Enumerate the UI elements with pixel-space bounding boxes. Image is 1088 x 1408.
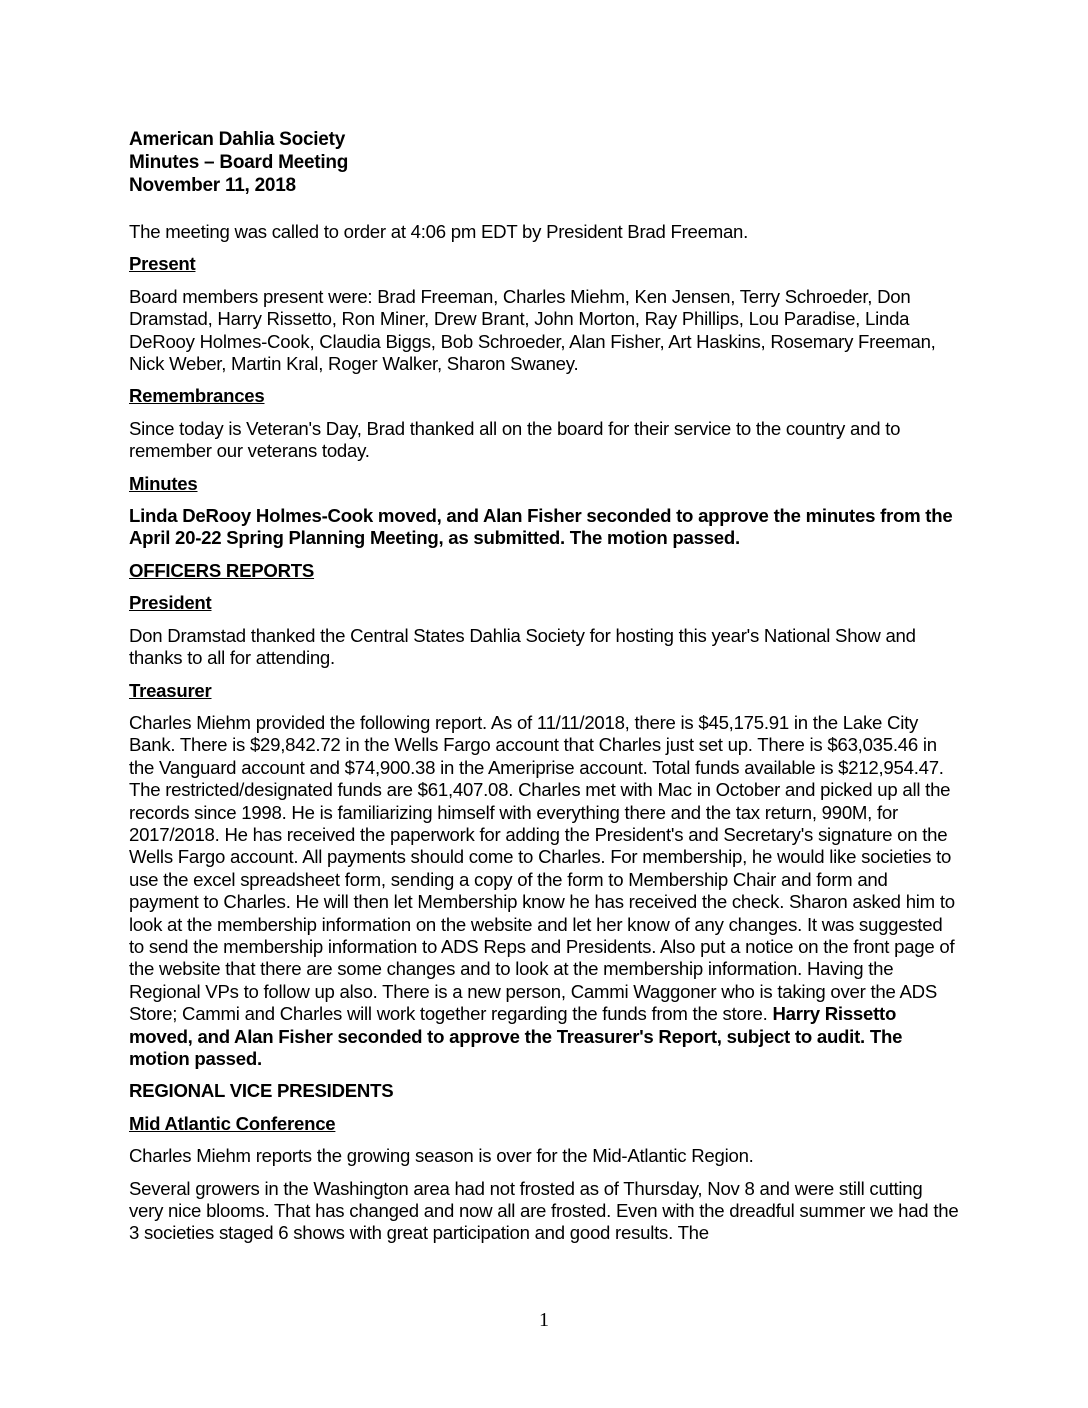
- present-heading: Present: [129, 253, 196, 275]
- officers-reports-heading: OFFICERS REPORTS: [129, 559, 315, 581]
- meeting-date: November 11, 2018: [129, 175, 296, 196]
- org-name: American Dahlia Society: [129, 129, 346, 150]
- treasurer-heading: Treasurer: [129, 679, 212, 701]
- president-heading: President: [129, 592, 212, 614]
- minutes-heading: Minutes: [129, 472, 198, 494]
- mid-atlantic-heading: Mid Atlantic Conference: [129, 1112, 336, 1134]
- remembrances-heading: Remembrances: [129, 385, 265, 407]
- mid-atlantic-text-2: Several growers in the Washington area had not frosted as of Thursday, Nov 8 and were still cutting very nice blooms. That has changed and now all are frosted. Even with the dreadful summer we had the 3 societies staged 6 shows with great participation and good results. The: [129, 1177, 959, 1244]
- treasurer-motion: Harry Rissetto moved, and Alan Fisher seconded to approve the Treasurer's Report, subject to audit. The motion passed.: [129, 1003, 903, 1069]
- call-to-order: The meeting was called to order at 4:06 pm EDT by President Brad Freeman.: [129, 221, 749, 242]
- treasurer-text: Charles Miehm provided the following report. As of 11/11/2018, there is $45,175.91 in the Lake City Bank. There is $29,842.72 in the Wells Fargo account that Charles just set up. There is $63,035.46 in the Vanguard account and $74,900.38 in the Ameriprise account. Total funds available is $212,954.47. The restricted/designated funds are $61,407.08. Charles met with Mac in October and picked up all the records since 1998. He is familiarizing himself with everything there and the tax return, 990M, for 2017/2018. He has received the paperwork for adding the President's and Secretary's signature on the Wells Fargo account. All payments should come to Charles. For membership, he would like societies to use the excel spreadsheet form, sending a copy of the form to Membership Chair and form and payment to Charles. He will then let Membership know he has received the check. Sharon asked him to look at the membership information on the website and let her know of any changes. It was suggested to send the membership information to ADS Reps and Presidents. Also put a notice on the front page of the website that there are some changes and to look at the membership information. Having the Regional VPs to follow up also. There is a new person, Cammi Waggoner who is taking over the ADS Store; Cammi and Charles will work together regarding the funds from the store.: [129, 711, 955, 1025]
- document-type: Minutes – Board Meeting: [129, 152, 349, 173]
- mid-atlantic-text-1: Charles Miehm reports the growing season is over for the Mid-Atlantic Region.: [129, 1145, 754, 1167]
- page-number: 1: [539, 1309, 549, 1331]
- remembrances-text: Since today is Veteran's Day, Brad thanked all on the board for their service to the country and to remember our veterans today.: [129, 417, 901, 462]
- regional-vp-heading: REGIONAL VICE PRESIDENTS: [129, 1080, 394, 1102]
- president-text: Don Dramstad thanked the Central States Dahlia Society for hosting this year's National Show and thanks to all for attending.: [129, 624, 916, 669]
- treasurer-paragraph: [129, 712, 961, 1071]
- document-title-block: [129, 128, 961, 197]
- minutes-motion: Linda DeRooy Holmes-Cook moved, and Alan Fisher seconded to approve the minutes from the April 20-22 Spring Planning Meeting, as submitted. The motion passed.: [129, 505, 953, 549]
- document-body: [129, 128, 961, 1255]
- present-text: Board members present were: Brad Freeman, Charles Miehm, Ken Jensen, Terry Schroeder, Don Dramstad, Harry Rissetto, Ron Miner, Drew Brant, John Morton, Ray Phillips, Lou Paradise, Linda DeRooy Holmes-Cook, Claudia Biggs, Bob Schroeder, Alan Fisher, Art Haskins, Rosemary Freeman, Nick Weber, Martin Kral, Roger Walker, Sharon Swaney.: [129, 285, 936, 375]
